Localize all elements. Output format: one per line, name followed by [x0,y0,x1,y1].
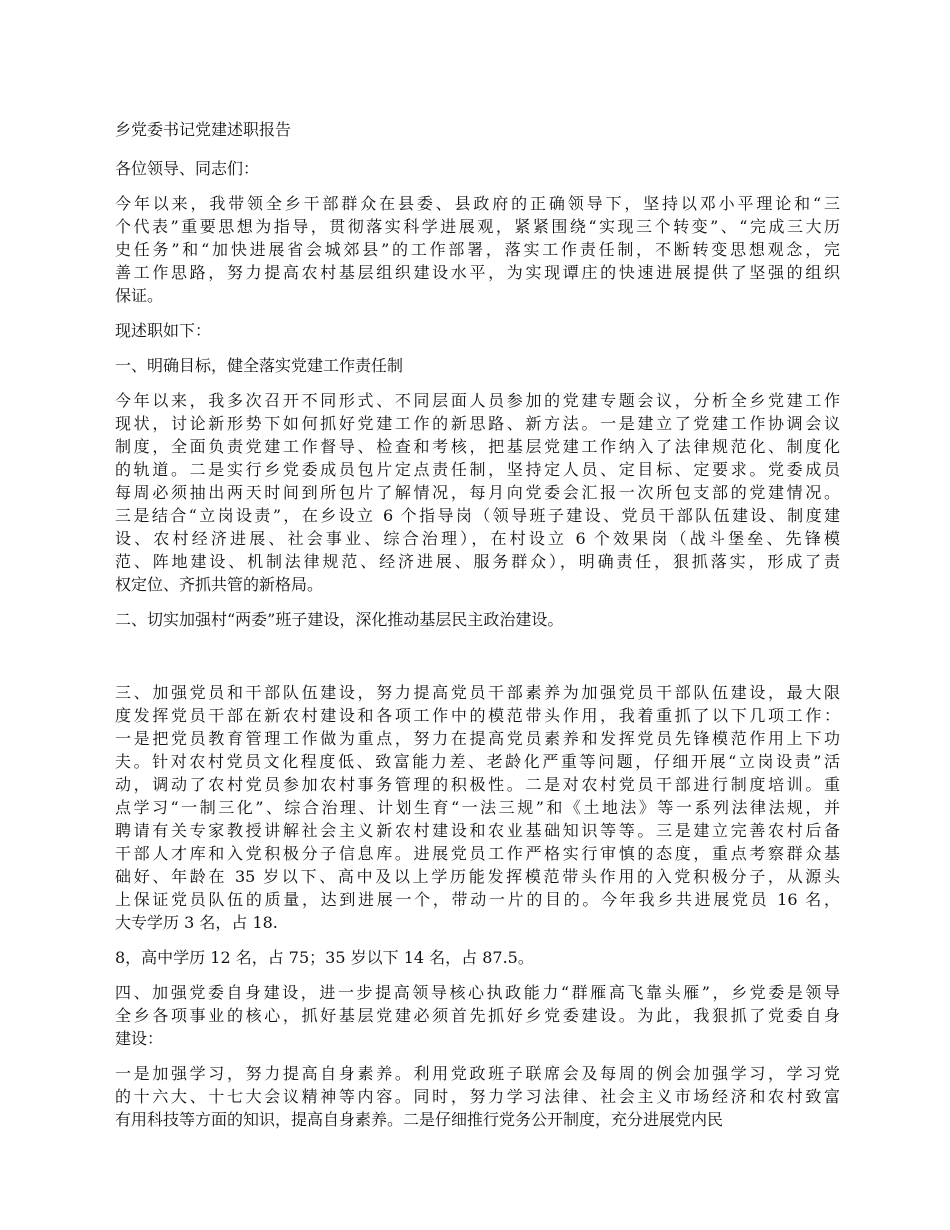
paragraph-lead [115,319,840,342]
paragraph-line: 度发挥党员干部在新农村建设和各项工作中的模范带头作用，我着重抓了以下几项工作： [115,706,840,725]
paragraph-section-1 [115,389,840,596]
paragraph-line: 保证。 [115,286,164,305]
paragraph-line: 权定位、齐抓共管的新格局。 [115,575,324,594]
salutation [115,157,840,180]
document-page [115,118,840,1143]
paragraph-statistics [115,946,840,969]
paragraph-section-4 [115,981,840,1050]
paragraph-line: 今年以来，我多次召开不同形式、不同层面人员参加的党建专题会议，分析全乡党建工作 [115,391,840,410]
paragraph-line: 大专学历 3 名，占 18. [115,913,278,932]
paragraph-line: 一是把党员教育管理工作做为重点，努力在提高党员素养和发挥党员先锋模范作用上下功 [115,729,840,748]
paragraph-line: 干部人才库和入党积极分子信息库。进展党员工作严格实行审慎的态度，重点考察群众基 [115,844,840,863]
paragraph-line: 有用科技等方面的知识，提高自身素养。二是仔细推行党务公开制度，充分进展党内民 [115,1110,724,1129]
paragraph-line: 动，调动了农村党员参加农村事务管理的积极性。二是对农村党员干部进行制度培训。重 [115,775,840,794]
paragraph-line: 建设： [115,1029,164,1048]
paragraph-line: 础好、年龄在 35 岁以下、高中及以上学历能发挥模范带头作用的入党积极分子，从源头 [115,867,840,886]
paragraph-section-3 [115,681,840,934]
paragraph-line: 设、农村经济进展、社会事业、综合治理），在村设立 6 个效果岗（战斗堡垒、先锋模 [115,529,840,548]
paragraph-line: 夫。针对农村党员文化程度低、致富能力差、老龄化严重等问题，仔细开展“立岗设责”活 [115,752,840,771]
paragraph-line: 现状，讨论新形势下如何抓好党建工作的新思路、新方法。一是建立了党建工作协调会议 [115,414,840,433]
salutation-text: 各位领导、同志们： [115,159,260,178]
document-title [115,118,840,141]
title-text: 乡党委书记党建述职报告 [115,120,292,139]
paragraph-line: 范、阵地建设、机制法律规范、经济进展、服务群众），明确责任，狠抓落实，形成了责 [115,552,840,571]
paragraph-study [115,1062,840,1131]
paragraph-line: 的十六大、十七大会议精神等内容。同时，努力学习法律、社会主义市场经济和农村致富 [115,1087,840,1106]
paragraph-line: 个代表”重要思想为指导，贯彻落实科学进展观，紧紧围绕“实现三个转变”、“完成三大历 [115,217,840,236]
paragraph-line: 四、加强党委自身建设，进一步提高领导核心执政能力“群雁高飞靠头雁”，乡党委是领导 [115,983,840,1002]
paragraph-line: 上保证党员队伍的质量，达到进展一个，带动一片的目的。今年我乡共进展党员 16 名， [115,890,840,909]
paragraph-line: 全乡各项事业的核心，抓好基层党建必须首先抓好乡党委建设。为此，我狠抓了党委自身 [115,1006,840,1025]
paragraph-line: 的轨道。二是实行乡党委成员包片定点责任制，坚持定人员、定目标、定要求。党委成员 [115,460,840,479]
blank-space [115,643,840,681]
section-heading-2 [115,608,840,631]
heading-text: 二、切实加强村“两委”班子建设，深化推动基层民主政治建设。 [115,610,564,629]
heading-text: 一、明确目标，健全落实党建工作责任制 [115,356,404,375]
paragraph-line: 制度，全面负责党建工作督导、检查和考核，把基层党建工作纳入了法律规范化、制度化 [115,437,840,456]
paragraph-line: 今年以来，我带领全乡干部群众在县委、县政府的正确领导下，坚持以邓小平理论和“三 [115,194,840,213]
paragraph-line: 每周必须抽出两天时间到所包片了解情况，每月向党委会汇报一次所包支部的党建情况。 [115,483,840,502]
paragraph-line: 三是结合“立岗设责”，在乡设立 6 个指导岗（领导班子建设、党员干部队伍建设、制度建 [115,506,840,525]
section-heading-1 [115,354,840,377]
paragraph-line: 史任务”和“加快进展省会城郊县”的工作部署，落实工作责任制，不断转变思想观念，完 [115,240,840,259]
paragraph-line: 一是加强学习，努力提高自身素养。利用党政班子联席会及每周的例会加强学习，学习党 [115,1064,840,1083]
paragraph-line: 聘请有关专家教授讲解社会主义新农村建设和农业基础知识等等。三是建立完善农村后备 [115,821,840,840]
paragraph-line: 三、加强党员和干部队伍建设，努力提高党员干部素养为加强党员干部队伍建设，最大限 [115,683,840,702]
paragraph-line: 8，高中学历 12 名，占 75；35 岁以下 14 名，占 87.5。 [115,948,534,967]
paragraph-line: 善工作思路，努力提高农村基层组织建设水平，为实现谭庄的快速进展提供了坚强的组织 [115,263,840,282]
paragraph-line: 现述职如下： [115,321,212,340]
paragraph-intro [115,192,840,307]
paragraph-line: 点学习“一制三化”、综合治理、计划生育“一法三规”和《土地法》等一系列法律法规，并 [115,798,840,817]
